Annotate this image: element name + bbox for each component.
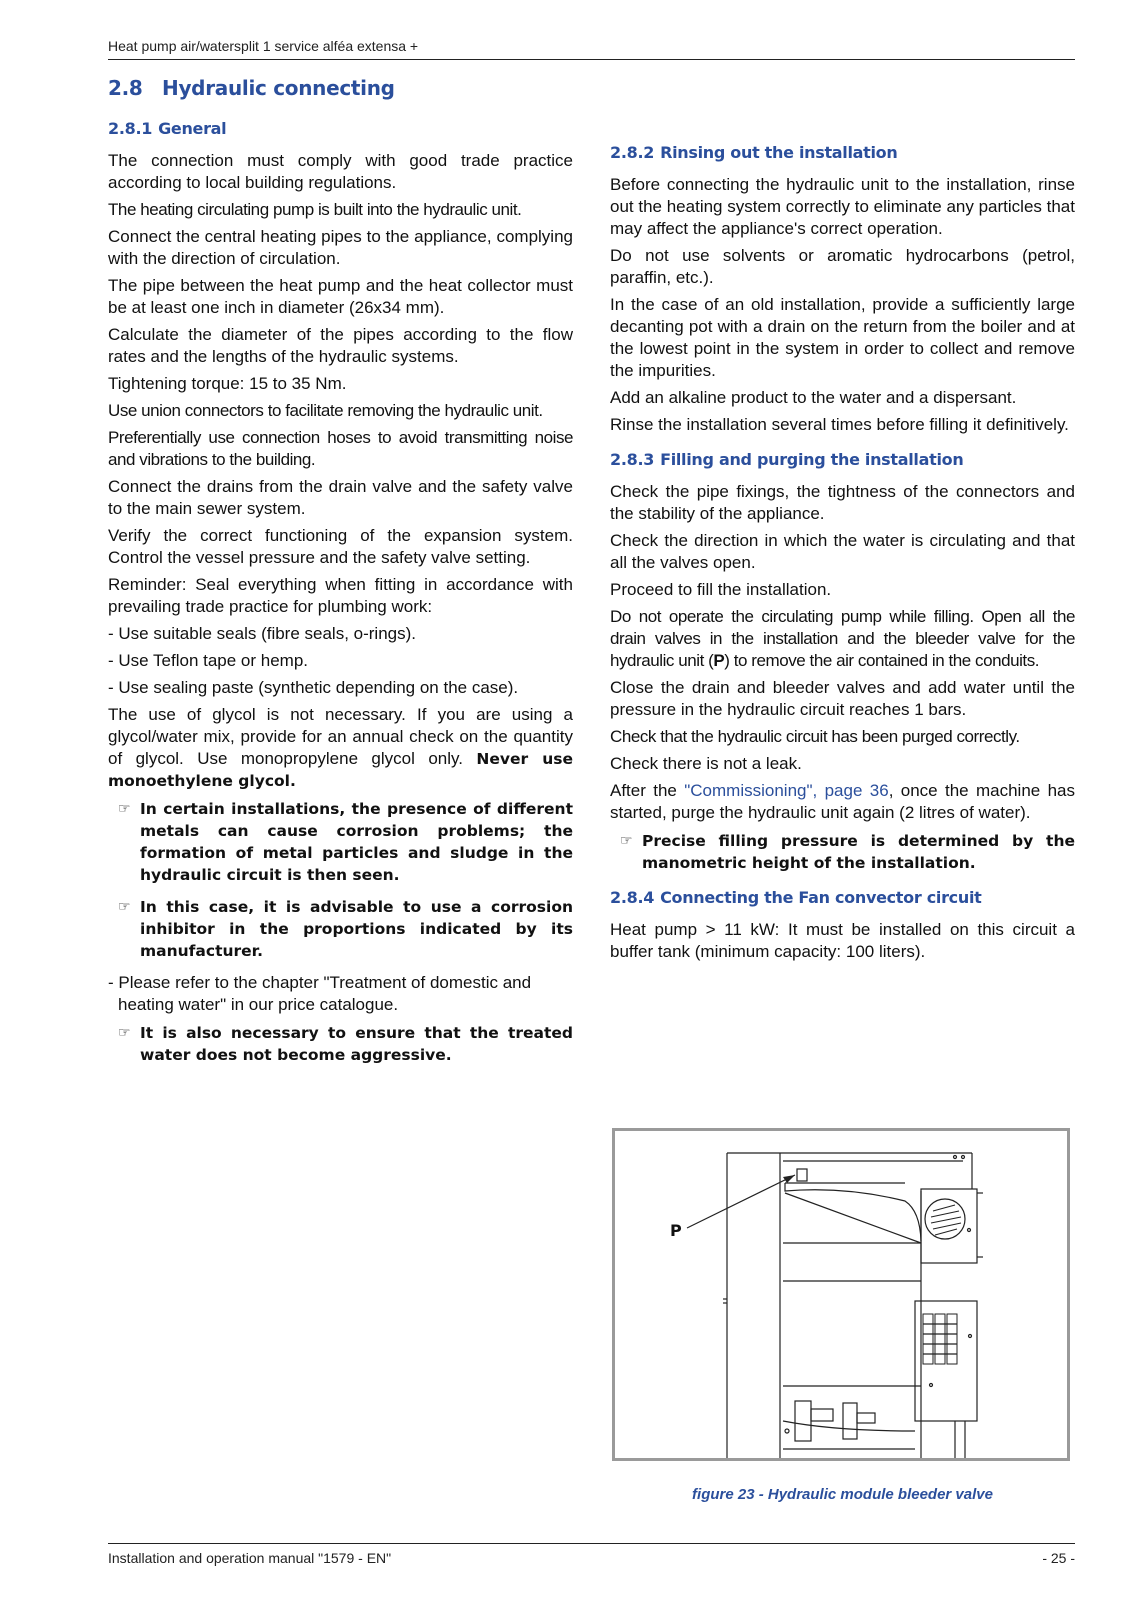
pointing-hand-icon: ☞ — [118, 801, 131, 817]
paragraph: The heating circulating pump is built into the hydraulic unit. — [108, 200, 522, 219]
note-text: Precise filling pressure is determined by the manometric height of the installation. — [642, 832, 1075, 872]
drain-label-p: P — [713, 651, 725, 670]
paragraph: Add an alkaline product to the water and a dispersant. — [610, 388, 1017, 407]
paragraph: Do not use solvents or aromatic hydrocarbons (petrol, paraffin, etc.). — [610, 246, 1075, 287]
subsection-number: 2.8.4 — [610, 888, 655, 907]
after-prefix: After the — [610, 781, 685, 800]
paragraph: Rinse the installation several times before filling it definitively. — [610, 415, 1069, 434]
subsection-number: 2.8.3 — [610, 450, 655, 469]
paragraph: Calculate the diameter of the pipes according to the flow rates and the lengths of the hydraulic systems. — [108, 325, 573, 366]
paragraph: Close the drain and bleeder valves and add water until the pressure in the hydraulic circuit reaches 1 bars. — [610, 678, 1075, 719]
paragraph: In the case of an old installation, provide a sufficiently large decanting pot with a drain on the return from the boiler and at the lowest point in the system in order to collect and remove the impurities. — [610, 295, 1075, 380]
commissioning-link[interactable]: "Commissioning", page 36 — [684, 781, 889, 800]
note-inhibitor — [108, 896, 573, 962]
pointing-hand-icon: ☞ — [118, 1025, 131, 1041]
glycol-warning: Never use monoethylene glycol. — [108, 750, 573, 790]
subsection-heading-filling — [610, 450, 1075, 469]
left-column — [108, 119, 573, 1076]
paragraph: Proceed to fill the installation. — [610, 580, 832, 599]
list-item: - Use suitable seals (fibre seals, o-rings). — [108, 624, 417, 643]
note-text: In this case, it is advisable to use a corrosion inhibitor in the proportions indicated by its manufacturer. — [140, 898, 573, 960]
paragraph: Connect the central heating pipes to the appliance, complying with the direction of circulation. — [108, 227, 573, 268]
note-text: In certain installations, the presence of different metals can cause corrosion problems; the formation of metal particles and sludge in the hydraulic circuit is then seen. — [140, 800, 573, 884]
paragraph: Use union connectors to facilitate removing the hydraulic unit. — [108, 401, 543, 420]
right-column — [610, 143, 1075, 968]
paragraph: Reminder: Seal everything when fitting in accordance with prevailing trade practice for plumbing work: — [108, 575, 573, 616]
paragraph: Preferentially use connection hoses to avoid transmitting noise and vibrations to the building. — [108, 428, 573, 469]
subsection-number: 2.8.1 — [108, 119, 153, 138]
pointing-hand-icon: ☞ — [118, 899, 131, 915]
glycol-paragraph — [108, 704, 573, 792]
note-corrosion — [108, 798, 573, 886]
figure-hydraulic-module — [612, 1128, 1070, 1461]
running-header: Heat pump air/watersplit 1 service alféa extensa + — [108, 38, 419, 54]
paragraph: Before connecting the hydraulic unit to the installation, rinse out the heating system correctly to eliminate any particles that may affect the appliance's correct operation. — [610, 175, 1075, 238]
page-number: - 25 - — [1042, 1550, 1075, 1566]
glycol-text: The use of glycol is not necessary. If you are using a glycol/water mix, provide for an annual check on the quantity of glycol. Use monopropylene glycol only. — [108, 705, 573, 768]
paragraph: Connect the drains from the drain valve and the safety valve to the main sewer system. — [108, 477, 573, 518]
paragraph: Check the pipe fixings, the tightness of the connectors and the stability of the appliance. — [610, 482, 1075, 523]
header-rule — [108, 59, 1075, 60]
subsection-title: Rinsing out the installation — [660, 143, 898, 162]
figure-caption: figure 23 - Hydraulic module bleeder valve — [692, 1486, 993, 1503]
subsection-heading-general — [108, 119, 573, 138]
paragraph: Tightening torque: 15 to 35 Nm. — [108, 374, 347, 393]
subsection-number: 2.8.2 — [610, 143, 655, 162]
paragraph: Check that the hydraulic circuit has been purged correctly. — [610, 727, 1020, 746]
pointing-hand-icon: ☞ — [620, 833, 633, 849]
paragraph: Check the direction in which the water is circulating and that all the valves open. — [610, 531, 1075, 572]
section-title: Hydraulic connecting — [162, 76, 395, 100]
paragraph: Heat pump > 11 kW: It must be installed on this circuit a buffer tank (minimum capacity: 100 liters). — [610, 920, 1075, 961]
after-suffix: , once the machine has started, purge the hydraulic unit again (2 litres of water). — [610, 781, 1075, 822]
list-item: - Use sealing paste (synthetic depending on the case). — [108, 678, 519, 697]
paragraph: Check there is not a leak. — [610, 754, 802, 773]
subsection-title: General — [158, 119, 227, 138]
subsection-title: Connecting the Fan convector circuit — [660, 888, 982, 907]
figure-label-p: P — [670, 1221, 682, 1240]
drain-text-after: ) to remove the air contained in the conduits. — [724, 651, 1040, 670]
footer-manual-title: Installation and operation manual "1579 - EN" — [108, 1550, 392, 1566]
note-text: It is also necessary to ensure that the treated water does not become aggressive. — [140, 1024, 573, 1064]
subsection-heading-rinsing — [610, 143, 1075, 162]
refer-paragraph: - Please refer to the chapter "Treatment of domestic and heating water" in our price catalogue. — [108, 973, 532, 1014]
commissioning-paragraph — [610, 780, 1075, 824]
list-item: - Use Teflon tape or hemp. — [108, 651, 309, 670]
subsection-title: Filling and purging the installation — [660, 450, 964, 469]
note-aggressive-water — [108, 1022, 573, 1066]
drain-paragraph — [610, 606, 1075, 672]
paragraph: Verify the correct functioning of the expansion system. Control the vessel pressure and the safety valve setting. — [108, 526, 573, 567]
note-filling-pressure — [610, 830, 1075, 874]
drain-text-before: Do not operate the circulating pump while filling. Open all the drain valves in the installation and the bleeder valve for the hydraulic unit ( — [610, 607, 1075, 670]
paragraph: The pipe between the heat pump and the heat collector must be at least one inch in diameter (26x34 mm). — [108, 276, 573, 317]
section-heading — [108, 76, 395, 100]
leader-arrowhead — [783, 1175, 795, 1183]
footer-rule — [108, 1543, 1075, 1544]
subsection-heading-fan-convector — [610, 888, 1075, 907]
hydraulic-module-drawing — [615, 1131, 1067, 1458]
section-number: 2.8 — [108, 76, 143, 100]
paragraph: The connection must comply with good trade practice according to local building regulations. — [108, 151, 573, 192]
